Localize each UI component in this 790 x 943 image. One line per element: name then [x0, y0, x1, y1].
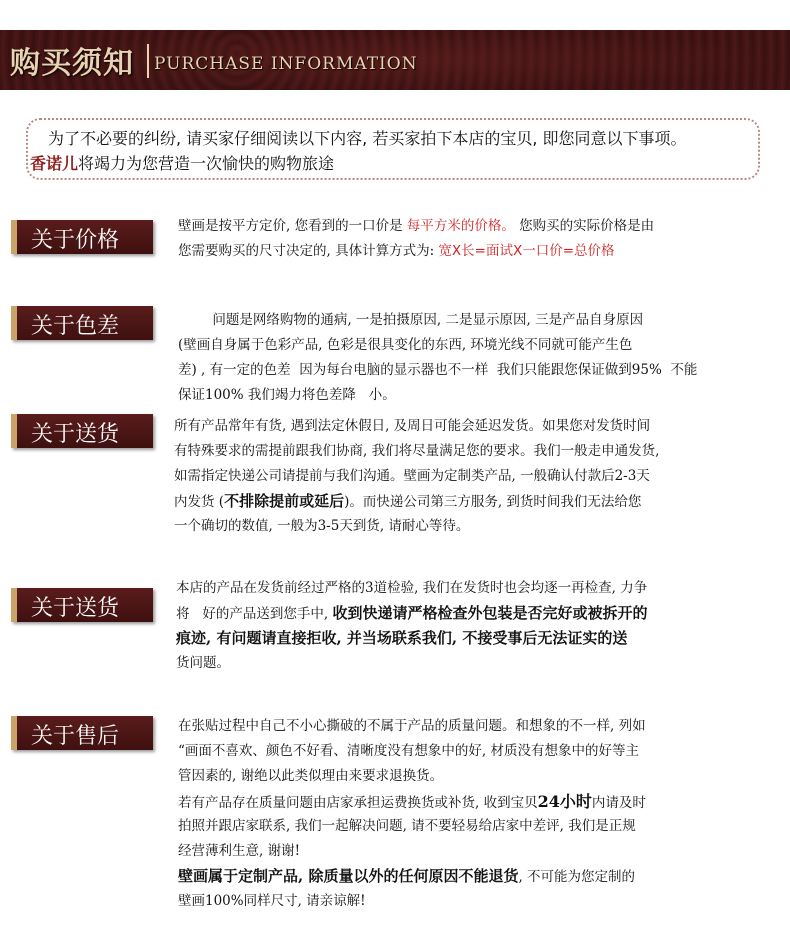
section-tag-price	[11, 220, 153, 254]
text-line: “画面不喜欢、颜色不好看、清晰度没有想象中的好, 材质没有想象中的好等主	[178, 743, 639, 759]
text-line: 如需指定快递公司请提前与我们沟通。壁画为定制类产品, 一般确认付款后2-3天	[174, 468, 650, 484]
text-line: 差) , 有一定的色差 因为每台电脑的显示器也不一样 我们只能跟您保证做到95% 不能	[178, 362, 698, 378]
section-aftersale	[178, 714, 768, 914]
tag-label: 关于色差	[31, 314, 120, 339]
section-price	[178, 214, 768, 264]
text-line: 所有产品常年有货, 遇到法定休假日, 及周日可能会延迟发货。如果您对发货时间	[174, 418, 651, 434]
section-tag-delivery-1	[11, 414, 153, 448]
section-delivery-1	[174, 414, 764, 539]
text-line: 壁画是按平方定价, 您看到的一口价是 每平方米的价格。 您购买的实际价格是由	[178, 218, 655, 234]
text-line: 货问题。	[176, 655, 230, 671]
section-tag-delivery-2	[11, 588, 153, 622]
text-line: 壁画属于定制产品, 除质量以外的任何原因不能退货, 不可能为您定制的	[178, 867, 636, 885]
banner-divider	[147, 44, 149, 78]
brand-name: 香诺儿	[30, 154, 79, 173]
section-tag-color	[11, 306, 153, 340]
text-line: 您需要购买的尺寸决定的, 具体计算方式为: 宽X长=面试X一口价=总价格	[178, 243, 615, 259]
notice-box	[26, 118, 760, 180]
banner-title-en: PURCHASE INFORMATION	[154, 54, 418, 74]
text-line: 将 好的产品送到您手中, 收到快递请严格检查外包装是否完好或被拆开的	[176, 604, 648, 622]
text-line: (壁画自身属于色彩产品, 色彩是很具变化的东西, 环境光线不同就可能产生色	[178, 337, 633, 353]
text-line: 拍照并跟店家联系, 我们一起解决问题, 请不要轻易给店家中差评, 我们是正规	[178, 818, 636, 834]
text-line: 经营薄利生意, 谢谢!	[178, 843, 301, 859]
section-tag-aftersale	[11, 716, 153, 750]
tag-label: 关于售后	[31, 724, 120, 749]
tag-label: 关于送货	[31, 596, 120, 621]
header-banner	[0, 30, 790, 90]
section-color	[178, 308, 768, 408]
tag-label: 关于送货	[31, 422, 120, 447]
text-line: 一个确切的数值, 一般为3-5天到货, 请耐心等待。	[174, 518, 470, 534]
banner-title-cn: 购买须知	[10, 46, 134, 81]
text-line: 管因素的, 谢绝以此类似理由来要求退换货。	[178, 768, 444, 784]
text-line: 痕迹, 有问题请直接拒收, 并当场联系我们, 不接受事后无法证实的送	[176, 629, 628, 647]
tag-label: 关于价格	[31, 228, 120, 253]
text-line: 若有产品存在质量问题由店家承担运费换货或补货, 收到宝贝24小时内请及时	[178, 792, 646, 811]
text-line: 在张贴过程中自己不小心撕破的不属于产品的质量问题。和想象的不一样, 列如	[178, 718, 646, 734]
notice-line-1: 为了不必要的纠纷, 请买家仔细阅读以下内容, 若买家拍下本店的宝贝, 即您同意以下事项。	[48, 129, 687, 148]
text-line: 保证100% 我们竭力将色差降 小。	[178, 387, 396, 403]
text-line: 本店的产品在发货前经过严格的3道检验, 我们在发货时也会均逐一再检查, 力争	[176, 580, 648, 596]
text-line: 壁画100%同样尺寸, 请亲谅解!	[178, 893, 366, 909]
notice-line-2: 香诺儿将竭力为您营造一次愉快的购物旅途	[30, 154, 335, 173]
text-line: 内发货 (不排除提前或延后)。而快递公司第三方服务, 到货时间我们无法给您	[174, 492, 642, 510]
text-line: 有特殊要求的需提前跟我们协商, 我们将尽量满足您的要求。我们一般走申通发货,	[174, 443, 660, 459]
text-line: 问题是网络购物的通病, 一是拍摄原因, 二是显示原因, 三是产品自身原因	[178, 312, 644, 328]
section-delivery-2	[176, 576, 766, 676]
